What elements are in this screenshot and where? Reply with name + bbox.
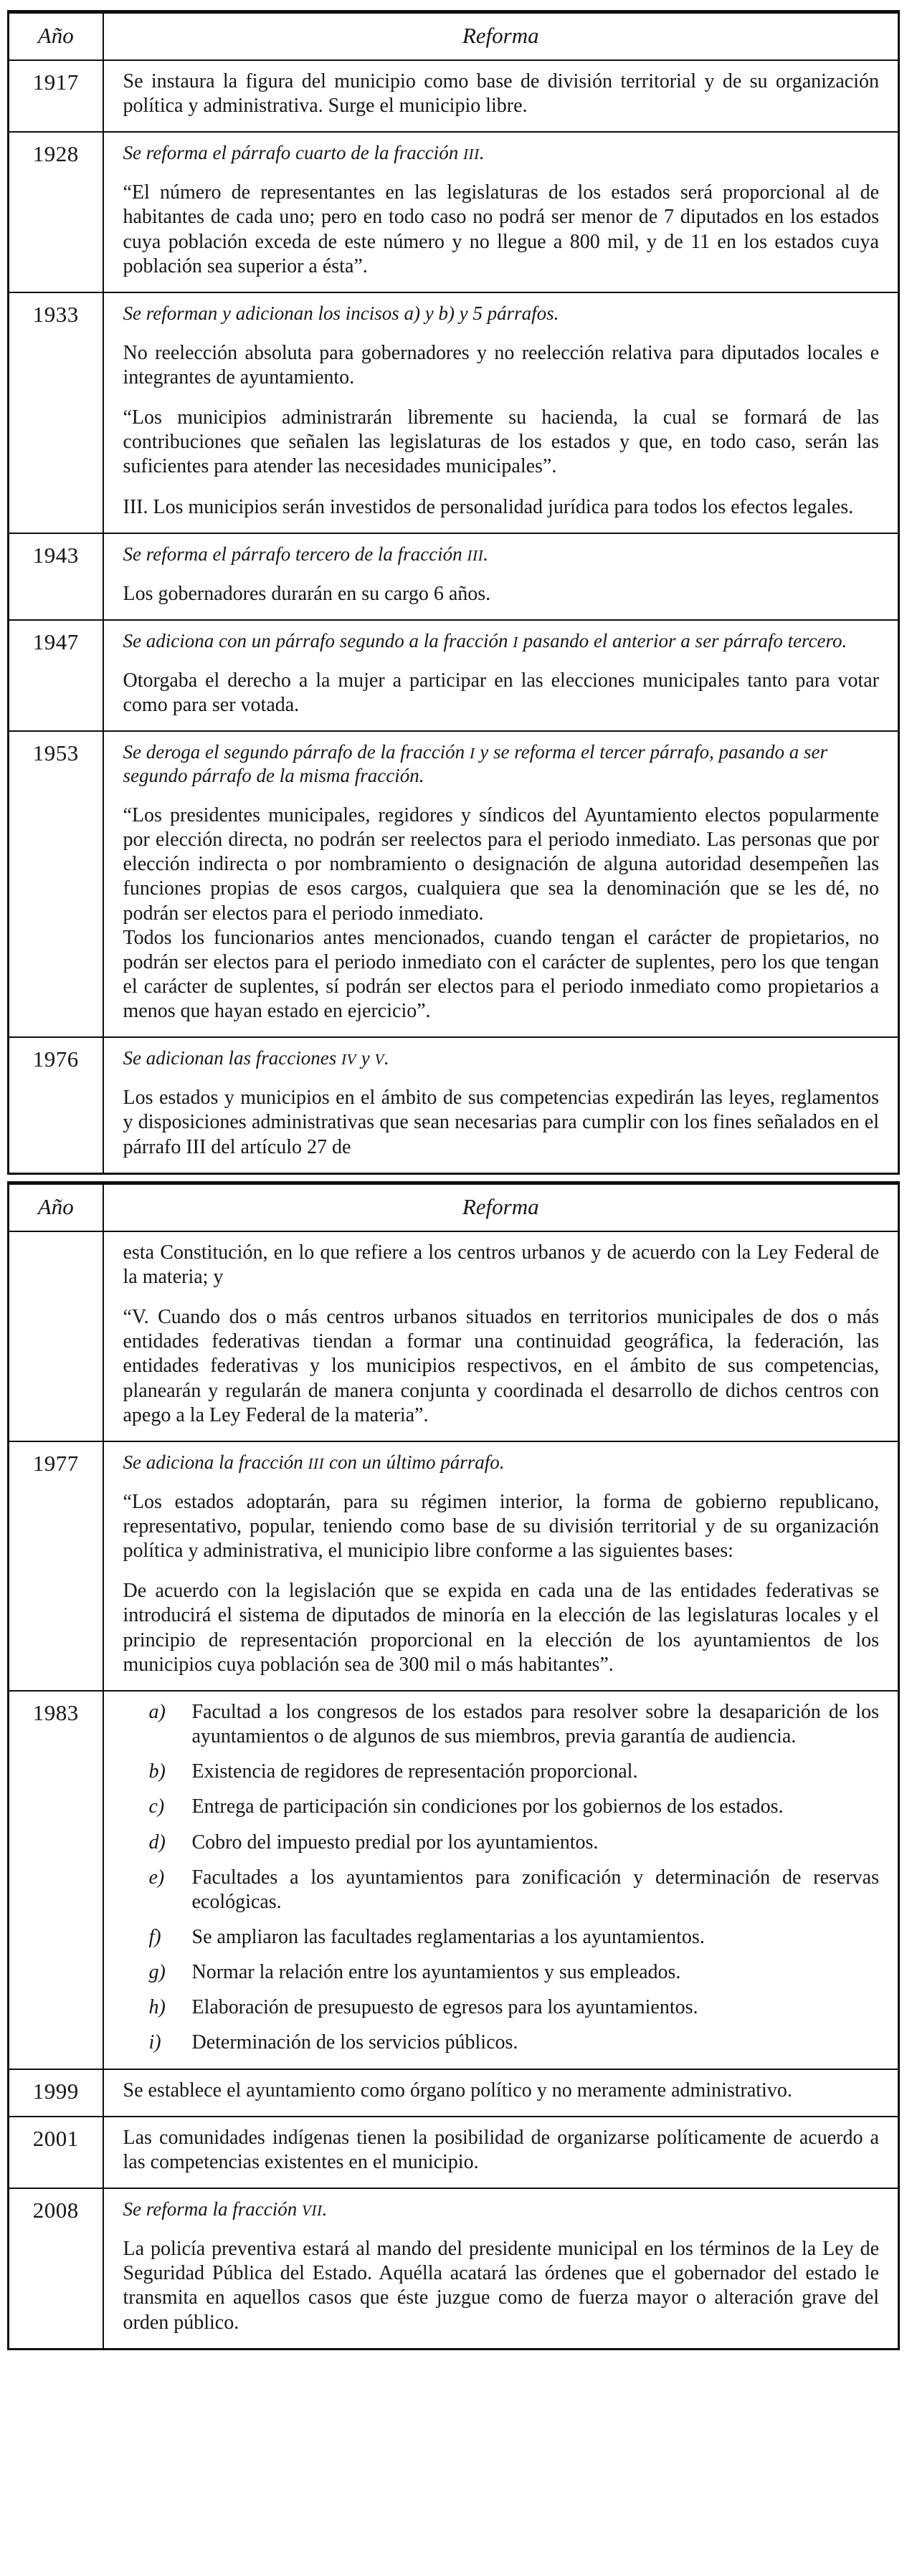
table-row-1943 <box>9 533 899 620</box>
reform-cell <box>103 533 899 620</box>
roman-numeral: IV <box>341 1051 357 1069</box>
roman-numeral: III <box>462 146 480 163</box>
list-item-marker: b) <box>148 1760 166 1783</box>
list-item-marker: e) <box>148 1866 165 1889</box>
list-item-text: Entrega de participación sin condiciones por los gobiernos de los estados. <box>191 1795 784 1818</box>
list-item-text: Elaboración de presupuesto de egresos para los ayuntamientos. <box>191 1996 698 2019</box>
header-row <box>9 12 899 61</box>
reform-summary: Se adiciona con un párrafo segundo a la fracción I pasando el anterior a ser párrafo tercero. <box>123 629 847 652</box>
year-cell: 1943 <box>9 533 103 620</box>
year-cell: 1983 <box>9 1691 103 2069</box>
list-item-text: Existencia de regidores de representación proporcional. <box>191 1760 638 1783</box>
reform-summary: Se adicionan las fracciones IV y V. <box>123 1047 389 1069</box>
list-item <box>123 1960 880 1985</box>
table-row-1976 <box>9 1037 899 1173</box>
reform-cell <box>103 620 899 731</box>
reform-paragraph: Los gobernadores durarán en su cargo 6 años. <box>123 582 491 605</box>
roman-numeral: III <box>467 546 484 564</box>
table-row-1947 <box>9 620 899 731</box>
table-row-continuation <box>9 1231 899 1441</box>
roman-numeral: III <box>308 1454 325 1472</box>
year-cell: 2008 <box>9 2188 103 2349</box>
column-header-year: Año <box>9 1183 103 1231</box>
year-cell: 1917 <box>9 60 103 132</box>
reform-paragraph: Otorgaba el derecho a la mujer a participar en las elecciones municipales tanto para votar como para ser votada. <box>123 669 879 716</box>
header-row <box>9 1183 899 1231</box>
reform-paragraph: “V. Cuando dos o más centros urbanos situados en territorios municipales de dos o más entidades federativas tiendan a formar una continuidad geográfica, la federación, las entidades federativas y los municipios respectivos, en el ámbito de sus competencias, planearán y regularán de manera conjunta y coordinada el desarrollo de dichos centros con apego a la Ley Federal de la materia”. <box>123 1306 879 1426</box>
list-item-marker: a) <box>148 1700 166 1723</box>
reform-paragraph: Se instaura la figura del municipio como base de división territorial y de su organización política y administrativa. Surge el municipio libre. <box>123 70 879 118</box>
table-body <box>9 60 899 1173</box>
reform-cell <box>103 1037 899 1173</box>
column-header-year: Año <box>9 12 103 61</box>
table-row-1983 <box>9 1691 899 2069</box>
year-cell: 1947 <box>9 620 103 731</box>
year-cell <box>9 1231 103 1441</box>
roman-numeral: I <box>469 745 475 763</box>
reforms-table-part-1 <box>7 10 900 1175</box>
year-cell: 1976 <box>9 1037 103 1173</box>
table-gap <box>7 1175 900 1181</box>
table-row-1999 <box>9 2069 899 2117</box>
reform-paragraph: “Los presidentes municipales, regidores y síndicos del Ayuntamiento electos popularmente por elección directa, no podrán ser reelectos para el periodo inmediato. Las personas que por elección indirecta o por nombramiento o designación de alguna autoridad desempeñen las funciones propias de esos cargos, cualquiera que sea la denominación que se les dé, no podrán ser electos para el periodo inmediato. <box>123 803 879 925</box>
reform-paragraph: De acuerdo con la legislación que se expida en cada una de las entidades federativas se introducirá el sistema de diputados de minoría en la elección de las legislaturas locales y el principio de representación proporcional en la elección de los ayuntamientos de los municipios cuya población sea de 300 mil o más habitantes”. <box>123 1580 879 1676</box>
list-item-marker: g) <box>148 1961 166 1984</box>
list-item <box>123 1760 880 1784</box>
list-item <box>123 1700 880 1749</box>
reform-summary: Se reforman y adicionan los incisos a) y b) y 5 párrafos. <box>123 302 559 324</box>
list-item <box>123 2031 880 2055</box>
reform-paragraph: No reelección absoluta para gobernadores y no reelección relativa para diputados locales e integrantes de ayuntamiento. <box>123 341 879 388</box>
year-cell: 1999 <box>9 2069 103 2117</box>
list-item <box>123 1925 880 1950</box>
reform-paragraph: Todos los funcionarios antes mencionados, cuando tengan el carácter de propietarios, no podrán ser electos para el periodo inmediato con el carácter de suplentes, pero los que tengan el carácter de suplentes, sí podrán ser electos para el periodo inmediato como propietarios a menos que hayan estado en ejercicio”. <box>123 926 879 1023</box>
list-item <box>123 1831 880 1855</box>
table-row-1917 <box>9 60 899 132</box>
list-item-marker: d) <box>148 1831 166 1854</box>
list-item-text: Se ampliaron las facultades reglamentarias a los ayuntamientos. <box>191 1926 705 1948</box>
reform-paragraph: “El número de representantes en las legislaturas de los estados será proporcional al de habitantes de cada uno; pero en todo caso no podrá ser menor de 7 diputados en los estados cuya población exceda de este número y no llegue a 800 mil, y de 11 en los estados cuya población sea superior a ésta”. <box>123 181 879 277</box>
list-item-text: Determinación de los servicios públicos. <box>191 2031 518 2054</box>
roman-numeral: V <box>374 1051 384 1069</box>
table-body <box>9 1231 899 2349</box>
table-header <box>9 12 899 61</box>
year-cell: 1977 <box>9 1441 103 1691</box>
table-row-1928 <box>9 132 899 292</box>
reform-summary: Se reforma el párrafo tercero de la fracción III. <box>123 543 488 565</box>
list-item-marker: f) <box>148 1926 161 1948</box>
reform-paragraph: III. Los municipios serán investidos de personalidad jurídica para todos los efectos legales. <box>123 495 854 518</box>
table-row-2008 <box>9 2188 899 2349</box>
list-item-marker: c) <box>148 1795 165 1818</box>
reform-cell <box>103 292 899 533</box>
list-item-text: Cobro del impuesto predial por los ayuntamientos. <box>191 1831 599 1854</box>
list-item <box>123 1866 880 1914</box>
list-item <box>123 1995 880 2020</box>
list-item-text: Facultad a los congresos de los estados para resolver sobre la desaparición de los ayuntamientos o de algunos de sus miembros, previa garantía de audiencia. <box>191 1700 879 1748</box>
reform-cell <box>103 731 899 1037</box>
table-header <box>9 1183 899 1231</box>
reform-cell <box>103 60 899 132</box>
year-cell: 1928 <box>9 132 103 292</box>
reform-cell <box>103 1441 899 1691</box>
column-header-reform: Reforma <box>103 1183 899 1231</box>
year-cell: 1953 <box>9 731 103 1037</box>
column-header-reform: Reforma <box>103 12 899 61</box>
reform-cell <box>103 132 899 292</box>
reform-cell <box>103 2069 899 2117</box>
reform-paragraph: Se establece el ayuntamiento como órgano político y no meramente administrativo. <box>123 2079 792 2102</box>
reform-paragraph: La policía preventiva estará al mando del presidente municipal en los términos de la Ley de Seguridad Pública del Estado. Aquélla acatará las órdenes que el gobernador del estado le transmita en aquellos casos que éste juzgue como de fuerza mayor o alteración grave del orden público. <box>123 2238 879 2334</box>
reform-summary: Se reforma la fracción VII. <box>123 2198 328 2220</box>
roman-numeral: I <box>513 633 518 651</box>
list-item-text: Normar la relación entre los ayuntamientos y sus empleados. <box>191 1961 681 1984</box>
list-item-marker: h) <box>148 1996 166 2019</box>
table-row-1933 <box>9 292 899 533</box>
reform-cell <box>103 2117 899 2188</box>
reform-cell <box>103 2188 899 2349</box>
table-row-1953 <box>9 731 899 1037</box>
reform-paragraph: “Los municipios administrarán libremente su hacienda, la cual se formará de las contribuciones que señalen las legislaturas de los estados y que, en todo caso, serán las suficientes para atender las necesidades municipales”. <box>123 406 879 478</box>
reform-cell <box>103 1691 899 2069</box>
table-row-2001 <box>9 2117 899 2188</box>
list-item <box>123 1795 880 1819</box>
reform-cell <box>103 1231 899 1441</box>
year-cell: 1933 <box>9 292 103 533</box>
reform-paragraph: “Los estados adoptarán, para su régimen interior, la forma de gobierno republicano, representativo, popular, teniendo como base de su división territorial y de su organización política y administrativa, el municipio libre conforme a las siguientes bases: <box>123 1490 879 1563</box>
reforms-table-part-2 <box>7 1181 900 2350</box>
table-row-1977 <box>9 1441 899 1691</box>
reform-paragraph: Los estados y municipios en el ámbito de sus competencias expedirán las leyes, reglamentos y disposiciones administrativas que sean necesarias para cumplir con los fines señalados en el párrafo III del artículo 27 de <box>123 1087 879 1158</box>
list-item-marker: i) <box>148 2031 161 2054</box>
reform-summary: Se reforma el párrafo cuarto de la fracción III. <box>123 142 485 164</box>
reform-paragraph: Las comunidades indígenas tienen la posibilidad de organizarse políticamente de acuerdo a las competencias existentes en el municipio. <box>123 2126 879 2173</box>
list-item-text: Facultades a los ayuntamientos para zonificación y determinación de reservas ecológicas. <box>191 1866 879 1913</box>
year-cell: 2001 <box>9 2117 103 2188</box>
reform-paragraph: esta Constitución, en lo que refiere a los centros urbanos y de acuerdo con la Ley Federal de la materia; y <box>123 1241 879 1288</box>
reform-summary: Se deroga el segundo párrafo de la fracción I y se reforma el tercer párrafo, pasando a ser segundo párrafo de la misma fracción. <box>123 741 827 787</box>
reform-summary: Se adiciona la fracción III con un último párrafo. <box>123 1451 505 1473</box>
roman-numeral: VII <box>301 2202 323 2220</box>
